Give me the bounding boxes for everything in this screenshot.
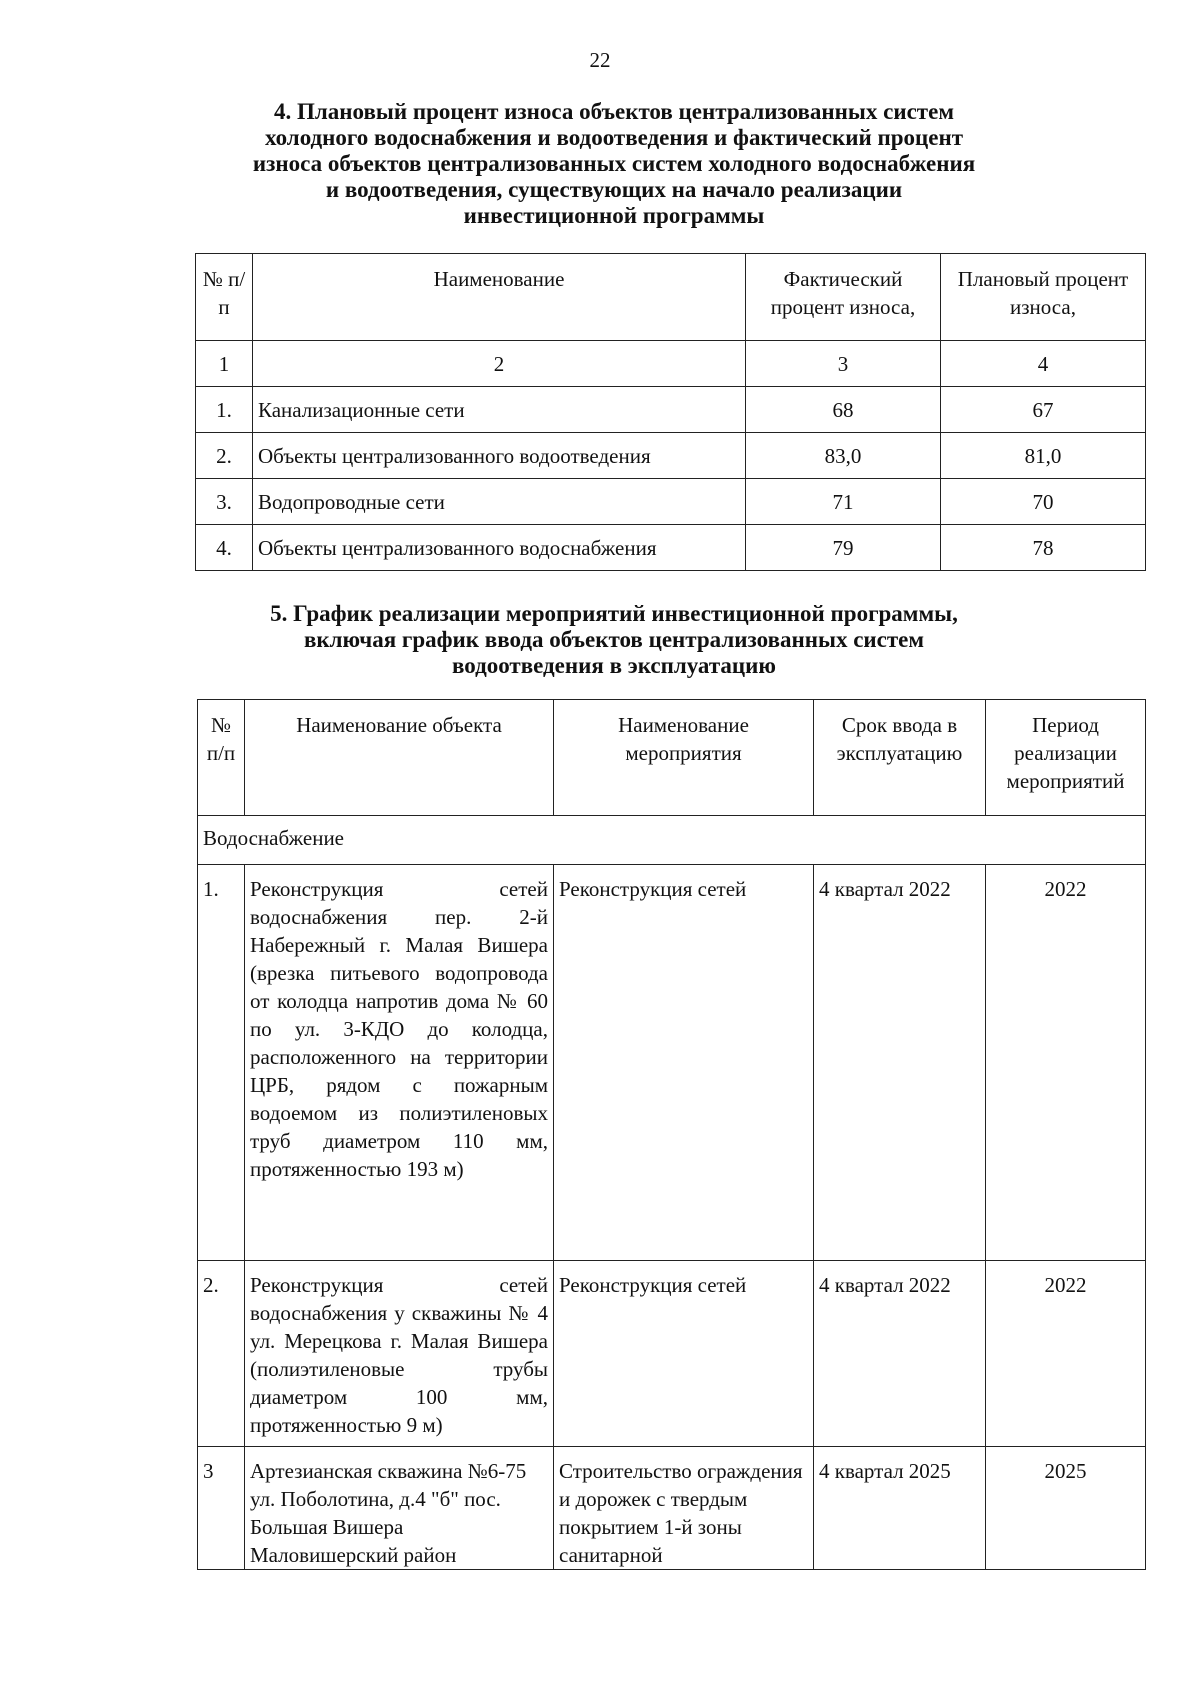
row-num: 2. — [198, 1261, 245, 1447]
row-activity: Реконструкция сетей — [554, 865, 814, 1261]
row-actual: 71 — [746, 479, 941, 525]
wear-percentage-table — [195, 253, 1146, 571]
column-number-row — [196, 341, 1146, 387]
row-num: 1. — [198, 865, 245, 1261]
row-name: Канализационные сети — [253, 387, 746, 433]
row-period: 2022 — [986, 1261, 1146, 1447]
row-name: Водопроводные сети — [253, 479, 746, 525]
row-num: 3 — [198, 1447, 245, 1570]
table-row — [196, 433, 1146, 479]
col-header-deadline: Срок ввода в эксплуатацию — [814, 700, 986, 816]
row-actual: 68 — [746, 387, 941, 433]
col-number: 2 — [253, 341, 746, 387]
table-row — [196, 479, 1146, 525]
row-num: 2. — [196, 433, 253, 479]
table-header-row — [196, 254, 1146, 341]
table-row — [196, 525, 1146, 571]
row-num: 3. — [196, 479, 253, 525]
section-4-heading — [196, 99, 1032, 229]
row-name: Объекты централизованного водоснабжения — [253, 525, 746, 571]
col-number: 4 — [941, 341, 1146, 387]
col-header-activity: Наименование мероприятия — [554, 700, 814, 816]
heading-line: 5. График реализации мероприятий инвестиционной программы, — [270, 601, 958, 626]
row-actual: 79 — [746, 525, 941, 571]
table-row — [198, 1447, 1146, 1570]
row-name: Объекты централизованного водоотведения — [253, 433, 746, 479]
row-actual: 83,0 — [746, 433, 941, 479]
col-number: 1 — [196, 341, 253, 387]
heading-line: водоотведения в эксплуатацию — [451, 653, 776, 678]
heading-line: инвестиционной программы — [463, 203, 765, 228]
col-header-num: № п/п — [196, 254, 253, 341]
col-header-object: Наименование объекта — [245, 700, 554, 816]
row-num: 1. — [196, 387, 253, 433]
group-row — [198, 816, 1146, 865]
heading-line: холодного водоснабжения и водоотведения и фактический процент — [264, 125, 964, 150]
row-activity: Реконструкция сетей — [554, 1261, 814, 1447]
table-row — [196, 387, 1146, 433]
col-header-name: Наименование — [253, 254, 746, 341]
row-num: 4. — [196, 525, 253, 571]
row-planned: 67 — [941, 387, 1146, 433]
row-planned: 81,0 — [941, 433, 1146, 479]
table-row — [198, 1261, 1146, 1447]
heading-line: износа объектов централизованных систем холодного водоснабжения — [252, 151, 976, 176]
col-header-planned: Плановый процент износа, — [941, 254, 1146, 341]
row-object: Реконструкция сетей водоснабжения у скважины № 4 ул. Мерецкова г. Малая Вишера (полиэтиленовые трубы диаметром 100 мм, протяженностью 9 м) — [245, 1261, 554, 1447]
col-number: 3 — [746, 341, 941, 387]
row-object: Артезианская скважина №6-75 ул. Поболотина, д.4 "б" пос. Большая Вишера Маловишерский район — [245, 1447, 554, 1570]
page-number: 22 — [589, 48, 611, 72]
row-period: 2022 — [986, 865, 1146, 1261]
row-deadline: 4 квартал 2022 — [814, 1261, 986, 1447]
col-header-actual: Фактический процент износа, — [746, 254, 941, 341]
table-header-row — [198, 700, 1146, 816]
heading-line: включая график ввода объектов централизованных систем — [303, 627, 925, 652]
heading-line: 4. Плановый процент износа объектов централизованных систем — [274, 99, 954, 124]
schedule-table — [197, 699, 1146, 1570]
section-5-heading — [196, 601, 1032, 679]
table-row — [198, 865, 1146, 1261]
row-planned: 78 — [941, 525, 1146, 571]
row-activity: Строительство ограждения и дорожек с твердым покрытием 1-й зоны санитарной — [554, 1447, 814, 1570]
row-period: 2025 — [986, 1447, 1146, 1570]
group-label: Водоснабжение — [198, 816, 1146, 865]
row-deadline: 4 квартал 2022 — [814, 865, 986, 1261]
col-header-num: № п/п — [198, 700, 245, 816]
heading-line: и водоотведения, существующих на начало реализации — [325, 177, 903, 202]
row-planned: 70 — [941, 479, 1146, 525]
row-object: Реконструкция сетей водоснабжения пер. 2-й Набережный г. Малая Вишера (врезка питьевого водопровода от колодца напротив дома № 60 по ул. 3-КДО до колодца, расположенного на территории ЦРБ, рядом с пожарным водоемом из полиэтиленовых труб диаметром 110 мм, протяженностью 193 м) — [245, 865, 554, 1261]
row-deadline: 4 квартал 2025 — [814, 1447, 986, 1570]
col-header-period: Период реализации мероприятий — [986, 700, 1146, 816]
